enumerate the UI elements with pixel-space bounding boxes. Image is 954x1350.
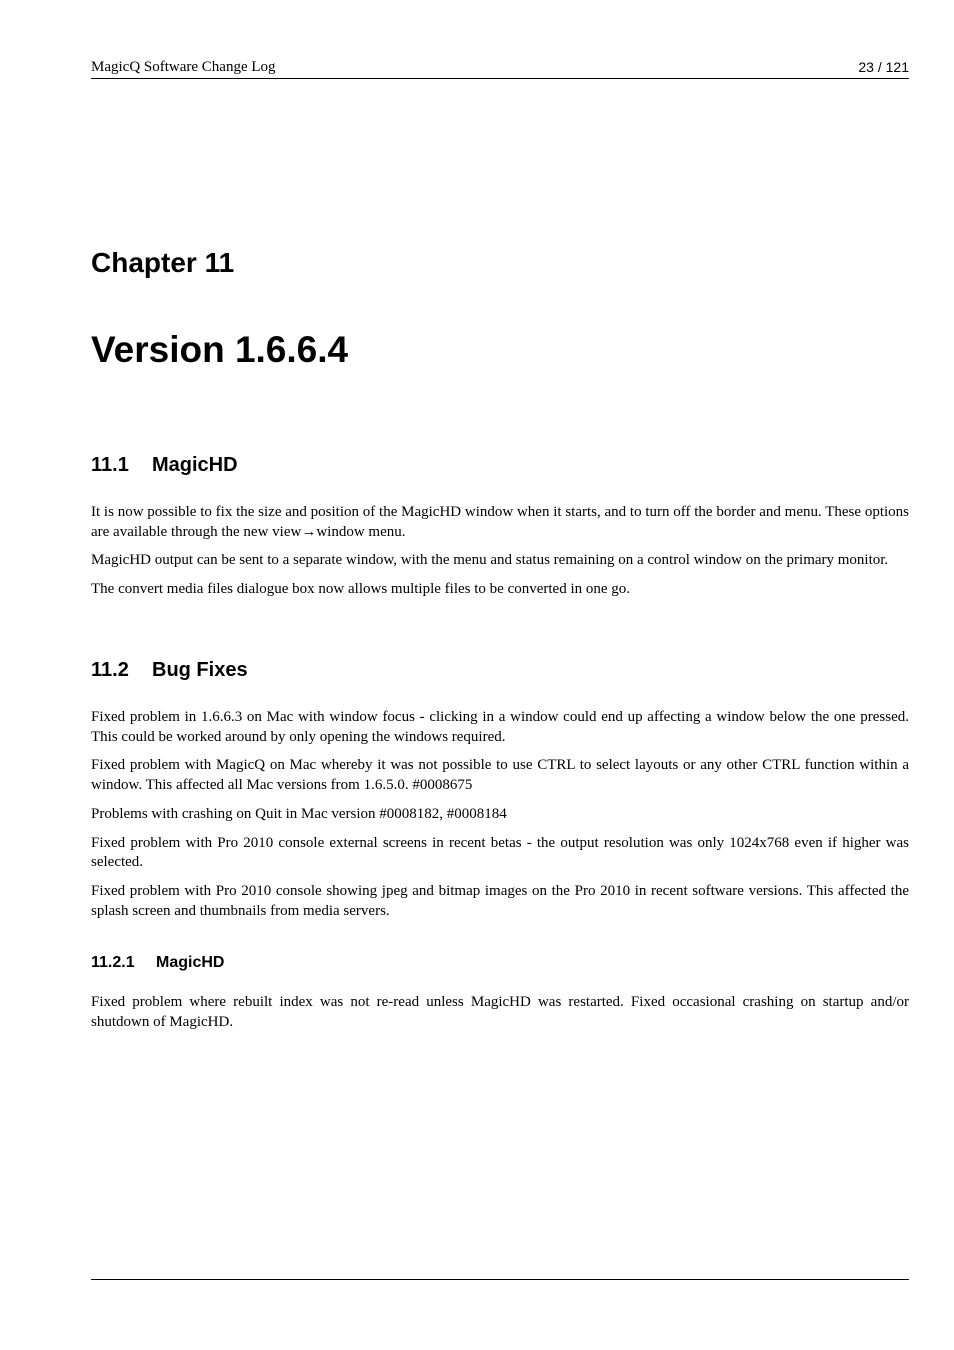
page-header [91,58,909,79]
chapter-title: Version 1.6.6.4 [91,329,349,370]
paragraph: The convert media files dialogue box now allows multiple files to be converted in one go. [91,581,631,598]
subsection-body-magichd [91,993,909,1041]
paragraph: Fixed problem with Pro 2010 console external screens in recent betas - the output resolution was only 1024x768 even if higher was selected. [91,834,909,871]
section-number: 11.1 [91,454,129,476]
paragraph: Fixed problem where rebuilt index was not re-read unless MagicHD was restarted. Fixed occasional crashing on startup and/or shutdown of MagicHD. [91,994,909,1030]
footer-rule [91,1279,909,1280]
section-body-bug-fixes [91,708,909,930]
section-number: 11.2 [91,659,129,681]
paragraph: MagicHD output can be sent to a separate window, with the menu and status remaining on a control window on the primary monitor. [91,552,889,569]
paragraph: It is now possible to fix the size and position of the MagicHD window when it starts, and to turn off the border and menu. These options are available through the new view→window menu. [91,504,909,540]
paragraph: Fixed problem with Pro 2010 console showing jpeg and bitmap images on the Pro 2010 in recent software versions. This affected the splash screen and thumbnails from media servers. [91,882,909,919]
running-header-title: MagicQ Software Change Log [91,59,276,75]
section-title: Bug Fixes [152,659,248,681]
chapter-label: Chapter 11 [91,247,235,278]
section-title: MagicHD [152,454,238,476]
subsection-heading-magichd [91,953,224,973]
subsection-title: MagicHD [156,954,225,971]
paragraph: Fixed problem in 1.6.6.3 on Mac with window focus - clicking in a window could end up affecting a window below the one pressed. This could be worked around by only opening the windows required. [91,709,909,745]
subsection-number: 11.2.1 [91,954,135,971]
section-heading-bug-fixes [91,658,248,682]
section-heading-magichd [91,453,238,477]
paragraph: Problems with crashing on Quit in Mac version #0008182, #0008184 [91,805,507,822]
section-body-magichd [91,503,909,609]
page-number: 23 / 121 [858,59,909,75]
paragraph: Fixed problem with MagicQ on Mac whereby it was not possible to use CTRL to select layouts or any other CTRL function within a window. This affected all Mac versions from 1.6.5.0. #0008675 [91,757,909,794]
